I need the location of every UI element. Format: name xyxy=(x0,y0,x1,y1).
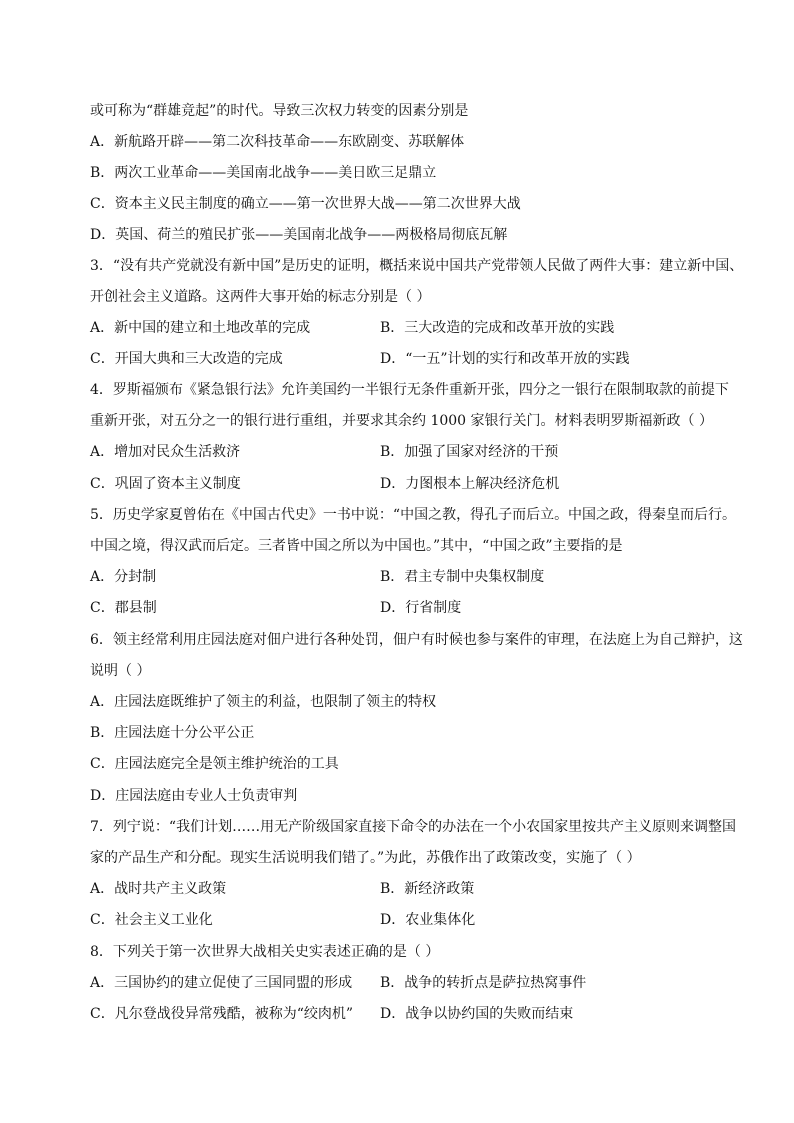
q6-option-c: C．庄园法庭完全是领主维护统治的工具 xyxy=(90,756,339,772)
q6-option-b: B．庄园法庭十分公平公正 xyxy=(90,725,255,741)
q5-option-d: D．行省制度 xyxy=(380,600,462,616)
q6-option-a: A．庄园法庭既维护了领主的利益，也限制了领主的特权 xyxy=(90,694,437,710)
q7-option-a: A．战时共产主义政策 xyxy=(90,881,227,897)
q7-option-c: C．社会主义工业化 xyxy=(90,912,213,928)
q5-stem-continuation: 中国之境，得汉武而后定。三者皆中国之所以为中国也。”其中，“中国之政”主要指的是 xyxy=(90,538,623,554)
q8-option-c: C．凡尔登战役异常残酷，被称为“绞肉机” xyxy=(90,1006,354,1022)
q5-stem: 5．历史学家夏曾佑在《中国古代史》一书中说：“中国之教，得孔子而后立。中国之政，得秦皇而后行。 xyxy=(90,507,737,523)
q2-stem-continuation: 或可称为“群雄竞起”的时代。导致三次权力转变的因素分别是 xyxy=(90,103,469,119)
q7-option-d: D．农业集体化 xyxy=(380,912,476,928)
q5-option-b: B．君主专制中央集权制度 xyxy=(380,569,545,585)
q3-stem-continuation: 开创社会主义道路。这两件大事开始的标志分别是（ ） xyxy=(90,289,431,305)
q3-stem: 3．“没有共产党就没有新中国”是历史的证明，概括来说中国共产党带领人民做了两件大事：建立新中国、 xyxy=(90,258,744,274)
q5-option-a: A．分封制 xyxy=(90,569,157,585)
q7-stem-continuation: 家的产品生产和分配。现实生活说明我们错了。”为此，苏俄作出了政策改变，实施了（ ） xyxy=(90,850,641,866)
q8-stem: 8．下列关于第一次世界大战相关史实表述正确的是（ ） xyxy=(90,944,440,960)
q3-option-c: C．开国大典和三大改造的完成 xyxy=(90,351,283,367)
q4-option-a: A．增加对民众生活救济 xyxy=(90,444,241,460)
q4-option-b: B．加强了国家对经济的干预 xyxy=(380,444,559,460)
q3-option-a: A．新中国的建立和土地改革的完成 xyxy=(90,320,311,336)
q7-stem: 7．列宁说：“我们计划……用无产阶级国家直接下命令的办法在一个小农国家里按共产主义原则来调整国 xyxy=(90,819,737,835)
q7-option-b: B．新经济政策 xyxy=(380,881,475,897)
q2-option-c: C．资本主义民主制度的确立——第一次世界大战——第二次世界大战 xyxy=(90,196,521,212)
q6-option-d: D．庄园法庭由专业人士负责审判 xyxy=(90,788,298,804)
q8-option-b: B．战争的转折点是萨拉热窝事件 xyxy=(380,975,587,991)
q6-stem-continuation: 说明（ ） xyxy=(90,663,151,679)
q4-option-c: C．巩固了资本主义制度 xyxy=(90,476,241,492)
q8-option-a: A．三国协约的建立促使了三国同盟的形成 xyxy=(90,975,353,991)
q4-option-d: D．力图根本上解决经济危机 xyxy=(380,476,560,492)
q6-stem: 6．领主经常利用庄园法庭对佃户进行各种处罚，佃户有时候也参与案件的审理，在法庭上为自己辩护，这 xyxy=(90,632,743,648)
q3-option-b: B．三大改造的完成和改革开放的实践 xyxy=(380,320,615,336)
q5-option-c: C．郡县制 xyxy=(90,600,157,616)
q4-stem: 4．罗斯福颁布《紧急银行法》允许美国约一半银行无条件重新开张，四分之一银行在限制取款的前提下 xyxy=(90,382,729,398)
q8-option-d: D．战争以协约国的失败而结束 xyxy=(380,1006,574,1022)
q4-stem-continuation: 重新开张，对五分之一的银行进行重组，并要求其余约 1000 家银行关门。材料表明罗斯福新政（ ） xyxy=(90,413,713,429)
q2-option-a: A．新航路开辟——第二次科技革命——东欧剧变、苏联解体 xyxy=(90,134,465,150)
q2-option-b: B．两次工业革命——美国南北战争——美日欧三足鼎立 xyxy=(90,165,437,181)
q3-option-d: D．“一五”计划的实行和改革开放的实践 xyxy=(380,351,630,367)
q2-option-d: D．英国、荷兰的殖民扩张——美国南北战争——两极格局彻底瓦解 xyxy=(90,227,508,243)
